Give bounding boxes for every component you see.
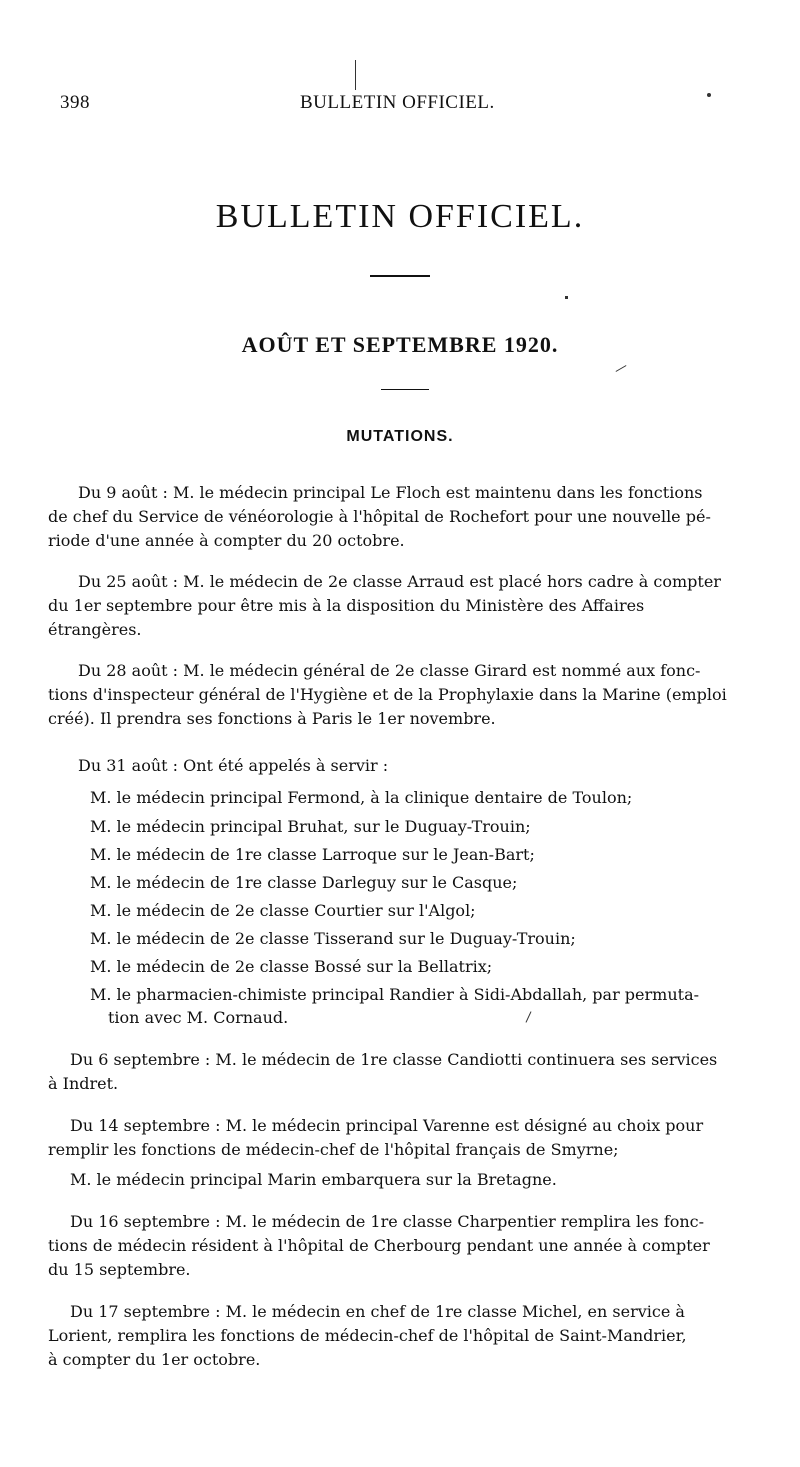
text-line: Du 9 août : M. le médecin principal Le Floch est maintenu dans les fonctions — [78, 483, 703, 502]
text-line: Du 28 août : M. le médecin général de 2e classe Girard est nommé aux fonc- — [78, 661, 701, 680]
list-item: M. le médecin principal Fermond, à la clinique dentaire de Toulon; — [90, 788, 633, 807]
paragraph-9-aout — [48, 481, 754, 553]
paragraph-16-septembre — [48, 1210, 754, 1282]
text-line: Du 14 septembre : M. le médecin principal Varenne est désigné au choix pour — [70, 1116, 704, 1135]
text-line: de chef du Service de vénéorologie à l'hôpital de Rochefort pour une nouvelle pé- — [48, 507, 711, 526]
text-line: remplir les fonctions de médecin-chef de l'hôpital français de Smyrne; — [48, 1140, 619, 1159]
text-line: tions d'inspecteur général de l'Hygiène et de la Prophylaxie dans la Marine (emploi — [48, 685, 727, 704]
issue-date-title: AOÛT ET SEPTEMBRE 1920. — [241, 332, 559, 357]
paragraph-31-aout — [48, 754, 754, 778]
list-item: M. le médecin principal Bruhat, sur le Duguay-Trouin; — [90, 817, 531, 836]
text-line: Du 25 août : M. le médecin de 2e classe Arraud est placé hors cadre à compter — [78, 572, 721, 591]
list-item: M. le pharmacien-chimiste principal Randier à Sidi-Abdallah, par permuta- — [90, 985, 700, 1004]
subtitle-rule — [381, 389, 429, 390]
paragraph-17-septembre — [48, 1300, 754, 1372]
section-heading: MUTATIONS. — [346, 428, 454, 445]
text-line: à Indret. — [48, 1074, 119, 1093]
list-item: M. le médecin de 2e classe Tisserand sur le Duguay-Trouin; — [90, 929, 576, 948]
text-line: créé). Il prendra ses fonctions à Paris le 1er novembre. — [48, 709, 496, 728]
paragraph-25-aout — [48, 570, 754, 642]
paragraph-6-septembre — [48, 1048, 754, 1096]
text-line: Du 16 septembre : M. le médecin de 1re classe Charpentier remplira les fonc- — [70, 1212, 705, 1231]
paragraph-28-aout — [48, 659, 754, 731]
scan-speck — [355, 60, 356, 90]
text-line: Lorient, remplira les fonctions de médecin-chef de l'hôpital de Saint-Mandrier, — [48, 1326, 687, 1345]
list-item-continuation: tion avec M. Cornaud. — [108, 1008, 289, 1027]
page-title: BULLETIN OFFICIEL. — [215, 198, 585, 235]
text-line: Du 6 septembre : M. le médecin de 1re classe Candiotti continuera ses services — [70, 1050, 718, 1069]
running-title: BULLETIN OFFICIEL. — [300, 92, 495, 113]
list-item: M. le médecin de 1re classe Larroque sur le Jean-Bart; — [90, 845, 535, 864]
list-item: M. le médecin de 1re classe Darleguy sur le Casque; — [90, 873, 518, 892]
text-line: riode d'une année à compter du 20 octobre. — [48, 531, 405, 550]
page-number: 398 — [60, 92, 90, 113]
list-item: M. le médecin de 2e classe Bossé sur la Bellatrix; — [90, 957, 493, 976]
text-line: tions de médecin résident à l'hôpital de Cherbourg pendant une année à compter — [48, 1236, 710, 1255]
paragraph-14-septembre — [48, 1114, 754, 1192]
running-header — [60, 92, 750, 122]
text-line: étrangères. — [48, 620, 142, 639]
scan-speck — [565, 296, 568, 299]
list-item: M. le médecin de 2e classe Courtier sur l'Algol; — [90, 901, 476, 920]
scan-speck — [616, 365, 627, 372]
text-line: M. le médecin principal Marin embarquera sur la Bretagne. — [70, 1170, 557, 1189]
text-line: Du 31 août : Ont été appelés à servir : — [78, 756, 389, 775]
text-line: Du 17 septembre : M. le médecin en chef de 1re classe Michel, en service à — [70, 1302, 685, 1321]
title-rule — [370, 275, 430, 277]
scan-speck — [707, 93, 711, 97]
text-line: du 1er septembre pour être mis à la disposition du Ministère des Affaires — [48, 596, 645, 615]
text-line: à compter du 1er octobre. — [48, 1350, 261, 1369]
text-line: du 15 septembre. — [48, 1260, 191, 1279]
